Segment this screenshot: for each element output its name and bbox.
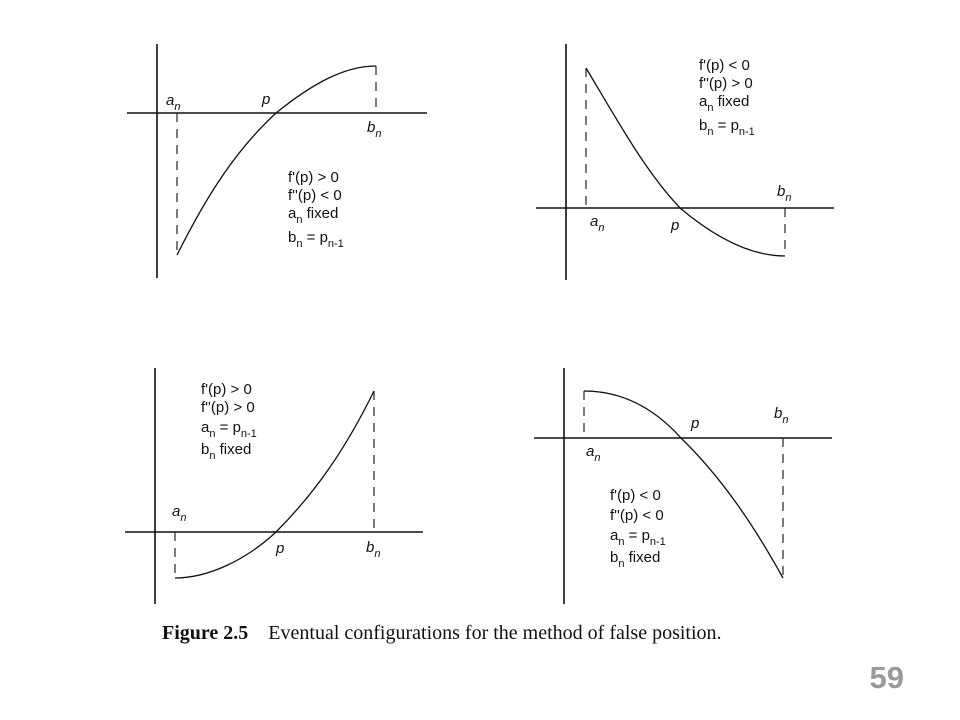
label-p: p: [691, 415, 700, 432]
function-curve: [586, 68, 785, 256]
label-a: $a_n$: [172, 503, 187, 524]
condition-b-rule: $b_n$ fixed: [610, 549, 661, 570]
condition-b-rule: $b_n = p_{n-1}$: [699, 117, 755, 138]
panel-top-left: [127, 44, 427, 278]
condition-b-rule: $b_n = p_{n-1}$: [288, 229, 344, 250]
label-b: $b_n$: [777, 183, 792, 204]
condition-fdoubleprime: f''(p) > 0: [201, 399, 255, 416]
label-p: p: [671, 217, 680, 234]
condition-b-rule: $b_n$ fixed: [201, 441, 252, 462]
condition-fprime: f'(p) < 0: [610, 487, 661, 504]
figure-caption: [162, 622, 862, 645]
label-a: $a_n$: [590, 213, 605, 234]
page-number: 59: [869, 660, 904, 695]
condition-fdoubleprime: f''(p) < 0: [288, 187, 342, 204]
panel-top-right: [536, 44, 834, 280]
label-b: $b_n$: [367, 119, 382, 140]
label-b: $b_n$: [774, 405, 789, 426]
condition-a-rule: $a_n$ fixed: [699, 93, 750, 114]
condition-fprime: f'(p) > 0: [201, 381, 252, 398]
panel-bottom-left: [125, 368, 423, 604]
condition-fprime: f'(p) < 0: [699, 57, 750, 74]
label-a: $a_n$: [166, 92, 181, 113]
condition-a-rule: $a_n = p_{n-1}$: [201, 419, 257, 440]
conditions: [201, 381, 257, 462]
label-p: p: [262, 91, 271, 108]
conditions: [288, 169, 344, 250]
conditions: [699, 57, 755, 138]
label-p: p: [276, 540, 285, 557]
condition-fdoubleprime: f''(p) > 0: [699, 75, 753, 92]
conditions: [610, 487, 666, 570]
function-curve: [177, 66, 376, 255]
figure-number: Figure 2.5: [162, 622, 249, 644]
condition-a-rule: $a_n$ fixed: [288, 205, 339, 226]
panel-bottom-right: [534, 368, 832, 604]
condition-fprime: f'(p) > 0: [288, 169, 339, 186]
condition-a-rule: $a_n = p_{n-1}$: [610, 527, 666, 548]
label-b: $b_n$: [366, 539, 381, 560]
caption-text: Eventual configurations for the method of false position.: [268, 622, 722, 644]
label-a: $a_n$: [586, 443, 601, 464]
condition-fdoubleprime: f''(p) < 0: [610, 507, 664, 524]
